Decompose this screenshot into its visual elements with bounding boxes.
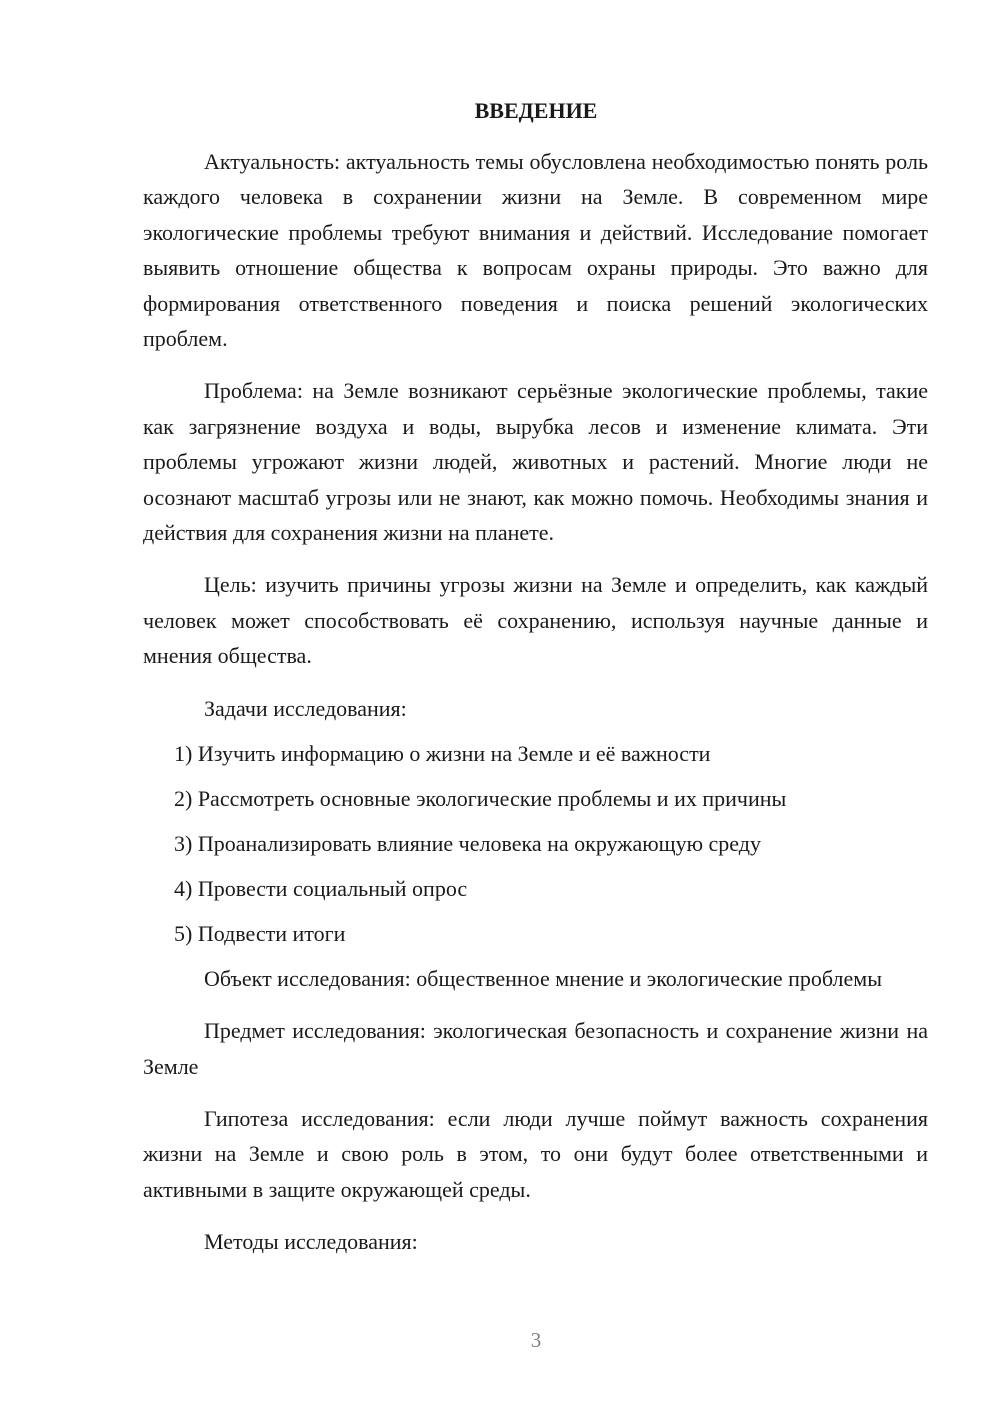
task-item: 2) Рассмотреть основные экологические проблемы и их причины	[174, 785, 787, 811]
page-number: 3	[530, 1328, 542, 1352]
tasks-title: Задачи исследования:	[204, 695, 407, 721]
hypothesis-paragraph: Гипотеза исследования: если люди лучше поймут важность сохранения жизни на Земле и свою роль в этом, то они будут более ответственными и активными в защите окружающей среды.	[143, 1105, 928, 1202]
task-item: 5) Подвести итоги	[174, 920, 346, 946]
task-item: 1) Изучить информацию о жизни на Земле и её важности	[174, 740, 711, 766]
methods-title: Методы исследования:	[204, 1229, 418, 1255]
goal-paragraph: Цель: изучить причины угрозы жизни на Земле и определить, как каждый человек может способствовать её сохранению, используя научные данные и мнения общества.	[143, 572, 928, 669]
object-paragraph: Объект исследования: общественное мнение и экологические проблемы	[204, 965, 882, 991]
section-heading: ВВЕДЕНИЕ	[474, 98, 598, 123]
relevance-paragraph: Актуальность: актуальность темы обусловлена необходимостью понять роль каждого человека в сохранении жизни на Земле. В современном мире экологические проблемы требуют внимания и действий. Исследование помогает выявить отношение общества к вопросам охраны природы. Это важно для формирования ответственного поведения и поиска решений экологических проблем.	[143, 149, 928, 352]
task-item: 3) Проанализировать влияние человека на окружающую среду	[174, 830, 761, 856]
problem-paragraph: Проблема: на Земле возникают серьёзные экологические проблемы, такие как загрязнение воздуха и воды, вырубка лесов и изменение климата. Эти проблемы угрожают жизни людей, животных и растений. Многие люди не осознают масштаб угрозы или не знают, как можно помочь. Необходимы знания и действия для сохранения жизни на планете.	[143, 378, 928, 546]
subject-paragraph: Предмет исследования: экологическая безопасность и сохранение жизни на Земле	[143, 1018, 928, 1079]
task-item: 4) Провести социальный опрос	[174, 875, 468, 901]
page-body	[143, 144, 928, 1260]
tasks-list	[143, 736, 928, 951]
